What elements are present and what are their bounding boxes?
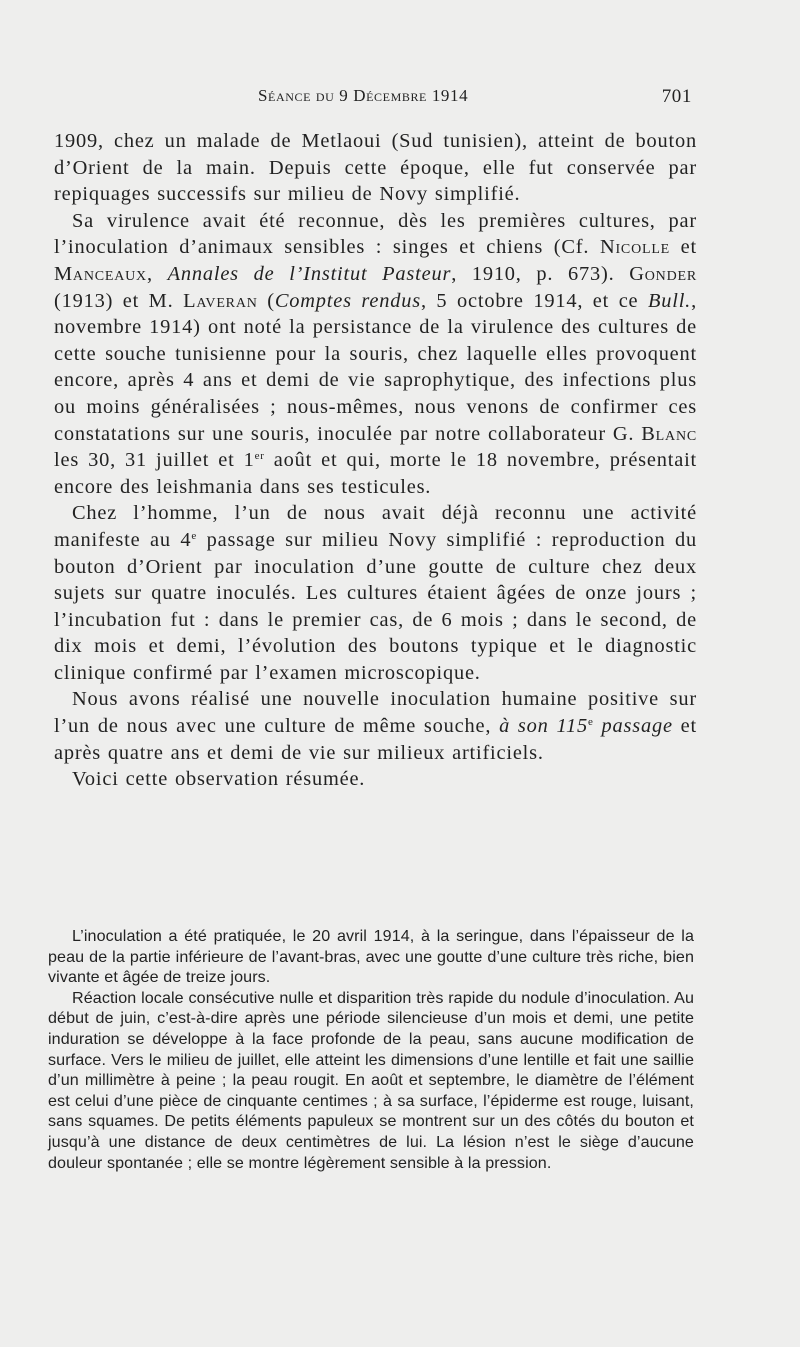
- paragraph-text: Nous avons réalisé une nouvelle inoculation humaine positive sur l’un de nous avec une culture de même souche,: [54, 688, 697, 738]
- observation-paragraph: L’inoculation a été pratiquée, le 20 avril 1914, à la seringue, dans l’épaisseur de la peau de la partie inférieure de l’avant-bras, avec une goutte d’une culture très riche, bien vivante et âgée de treize jours.: [48, 927, 694, 987]
- paragraph-text: passage sur milieu Novy simplifié : reproduction du bouton d’Orient par inoculation d’une goutte de culture chez deux sujets sur quatre inoculés. Les cultures étaient âgées de onze jours ; l’incubation fut : dans le premier cas, de 6 mois ; dans le second, de dix mois et demi, l’évolution des boutons typique et le diagnostic clinique confirmé par l’examen microscopique.: [54, 528, 697, 684]
- paragraph-text: Chez l’homme, l’un de nous avait déjà reconnu une activité manifeste au 4: [54, 502, 697, 551]
- author-name: Blanc: [641, 422, 697, 445]
- superscript: e: [587, 716, 594, 729]
- paragraph-text: ,: [146, 262, 168, 285]
- author-name: Nicolle: [599, 236, 671, 259]
- author-name: Manceaux: [54, 262, 147, 285]
- superscript: er: [254, 450, 265, 463]
- journal-title: Bull.: [648, 289, 692, 312]
- superscript: e: [191, 529, 198, 542]
- paragraph-text: les 30, 31 juillet et 1: [54, 449, 255, 472]
- paragraph-4: [54, 686, 697, 766]
- paragraph-text: août et qui, morte le 18 novembre, présentait encore des leishmania dans ses testicules.: [54, 449, 697, 498]
- journal-title: Annales de l’Institut Pasteur: [167, 262, 452, 285]
- paragraph-2: [54, 208, 697, 501]
- italic-text: à son 115: [499, 715, 588, 738]
- italic-text: passage: [593, 715, 673, 738]
- observation-paragraph: Réaction locale consécutive nulle et disparition très rapide du nodule d’inoculation. Au début de juin, c’est-à-dire après une période silencieuse d’un mois et demi, une petite induration se développe à la face profonde de la peau, sans aucune modification de surface. Vers le milieu de juillet, elle atteint les dimensions d’une lentille et fait une saillie d’un millimètre à peine ; la peau rougit. En août et septembre, le diamètre de l’élément est celui d’une pièce de cinquante centimes ; à sa surface, l’épiderme est rouge, luisant, sans squames. De petits éléments papuleux se montrent sur un des côtés du bouton et jusqu’à une distance de deux centimètres de lui. La lésion n’est le siège d’aucune douleur spontanée ; elle se montre légèrement sensible à la pression.: [48, 988, 694, 1172]
- paragraph-1: [54, 128, 697, 208]
- running-header: [258, 86, 698, 114]
- paragraph-5: [54, 766, 697, 793]
- paragraph-text: et après quatre ans et demi de vie sur milieux artificiels.: [54, 715, 697, 764]
- journal-title: Comptes rendus: [274, 289, 421, 312]
- paragraph-text: , novembre 1914) ont noté la persistance de la virulence des cultures de cette souche tunisienne pour la souris, chez laquelle elles provoquent encore, après 4 ans et demi de vie saprophytique, des infections plus ou moins généralisées ; nous-mêmes, nous venons de confirmer ces constatations sur une souris, inoculée par notre collaborateur G.: [54, 289, 697, 445]
- paragraph-text: (: [257, 289, 275, 312]
- main-text: [54, 128, 697, 793]
- observation-block: [48, 926, 694, 1173]
- paragraph-text: , 5 octobre 1914, et ce: [420, 289, 648, 312]
- paragraph-text: , 1910, p. 673).: [451, 262, 630, 285]
- author-name: Laveran: [183, 289, 258, 312]
- paragraph-text: 1909, chez un malade de Metlaoui (Sud tunisien), atteint de bouton d’Orient de la main. Depuis cette époque, elle fut conservée par repiquages successifs sur milieu de Novy simplifié.: [54, 130, 697, 206]
- paragraph-text: (1913) et M.: [54, 289, 184, 312]
- paragraph-text: Voici cette observation résumée.: [72, 768, 366, 791]
- header-title: Séance du 9 Décembre 1914: [258, 86, 469, 105]
- paragraph-3: [54, 500, 697, 686]
- page-number: 701: [661, 86, 692, 107]
- paragraph-text: et: [670, 236, 697, 259]
- author-name: Gonder: [629, 262, 697, 285]
- paragraph-text: Sa virulence avait été reconnue, dès les premières cultures, par l’inoculation d’animaux sensibles : singes et chiens (Cf.: [54, 209, 697, 259]
